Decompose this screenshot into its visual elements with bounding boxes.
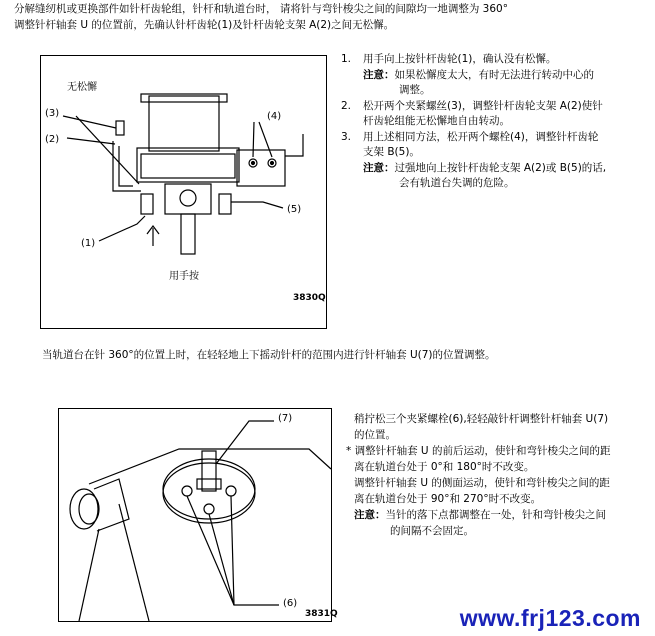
note-label: 注意： <box>354 509 386 521</box>
handwheel <box>70 489 98 529</box>
right2-note <box>354 508 606 523</box>
right2-line-3: * 调整针杆轴套 U 的前后运动，使针和弯针梭尖之间的距 <box>346 445 611 457</box>
gear-housing <box>149 96 219 151</box>
step-text: 松开两个夹紧螺丝(3)，调整针杆齿轮支架 A(2)使针 <box>363 99 603 112</box>
note-text: 当针的落下点都调整在一处，针和弯针梭尖之间 <box>385 509 606 521</box>
note-2 <box>341 161 606 192</box>
clamp-bolt-6-b <box>226 486 236 496</box>
label-no-slack: 无松懈 <box>67 82 97 93</box>
site-watermark[interactable]: www.frj123.com <box>459 605 641 631</box>
right2-line-6: 离在轨道台处于 90°和 270°时不改变。 <box>354 493 542 505</box>
note-label: 注意： <box>363 161 395 174</box>
clamp-bolt-6-a <box>182 486 192 496</box>
step-number: 1. <box>341 53 352 65</box>
label-3: (3) <box>45 108 60 119</box>
note-text: 过强地向上按针杆齿轮支架 A(2)或 B(5)的话, <box>394 161 607 174</box>
figure-1-drawing <box>41 56 326 328</box>
label-2: (2) <box>45 134 60 145</box>
step-1 <box>341 52 606 68</box>
right2-line-4: 离在轨道台处于 0°和 180°时不改变。 <box>354 461 535 473</box>
step-number: 3. <box>341 130 352 143</box>
needle-bar-gear <box>165 184 211 214</box>
label-6: (6) <box>283 598 298 609</box>
procedure-steps <box>341 52 606 192</box>
step-text-cont: 杆齿轮组能无松懈地自由转动。 <box>363 115 510 127</box>
caption-push-by-hand: 用手按 <box>169 271 199 282</box>
clamp-bolt-6-c <box>204 504 214 514</box>
needle-bar-bushing-u <box>202 451 216 491</box>
middle-instruction: 当轨道台在针 360°的位置上时，在轻轻地上下摇动针杆的范围内进行针杆轴套 U(7)的位置调整。 <box>42 349 496 361</box>
right2-line-5: 调整针杆轴套 U 的侧面运动，使针和弯针梭尖之间的距 <box>354 477 610 489</box>
step-text: 用手向上按针杆齿轮(1)，确认没有松懈。 <box>363 53 557 65</box>
step-number: 2. <box>341 99 352 112</box>
right2-line-1: 稍拧松三个夹紧螺栓(6),轻轻敲针杆调整针杆轴套 U(7) <box>354 413 609 425</box>
note-label: 注意： <box>363 68 395 81</box>
figure-2-code: 3831Q <box>305 609 338 619</box>
label-5: (5) <box>287 204 302 215</box>
right2-line-2: 的位置。 <box>354 429 396 441</box>
figure-needle-bar-gear <box>40 55 327 329</box>
figure-1-code: 3830Q <box>293 293 326 303</box>
label-7: (7) <box>278 413 293 424</box>
label-4: (4) <box>267 111 282 122</box>
right2-note-cont: 的间隔不会固定。 <box>390 525 474 537</box>
figure-2-drawing <box>59 409 331 621</box>
step-text-cont: 支架 B(5)。 <box>363 146 420 158</box>
needle-bar <box>181 214 195 254</box>
intro-line-2: 调整针杆轴套 U 的位置前，先确认针杆齿轮(1)及针杆齿轮支架 A(2)之间无松懈。 <box>14 19 395 31</box>
push-up-arrow <box>147 226 159 246</box>
step-text: 用上述相同方法，松开两个螺栓(4)，调整针杆齿轮 <box>363 130 599 143</box>
intro-line-1: 分解缝纫机或更换部件如针杆齿轮组，针杆和轨道台时， 请将针与弯针梭尖之间的间隙均一地调整为 360° <box>14 3 508 15</box>
gear-bracket-b <box>237 150 285 186</box>
figure-needle-bar-bushing <box>58 408 338 622</box>
note-text-cont: 调整。 <box>399 84 431 96</box>
note-text-cont: 会有轨道台失调的危险。 <box>399 177 515 189</box>
step-3 <box>341 130 606 161</box>
label-1: (1) <box>81 238 96 249</box>
note-1 <box>341 68 606 99</box>
gear-bracket-a <box>119 146 133 186</box>
clamp-screw-3 <box>116 121 124 135</box>
note-text: 如果松懈度太大，有时无法进行转动中心的 <box>394 68 594 81</box>
step-2 <box>341 99 606 130</box>
